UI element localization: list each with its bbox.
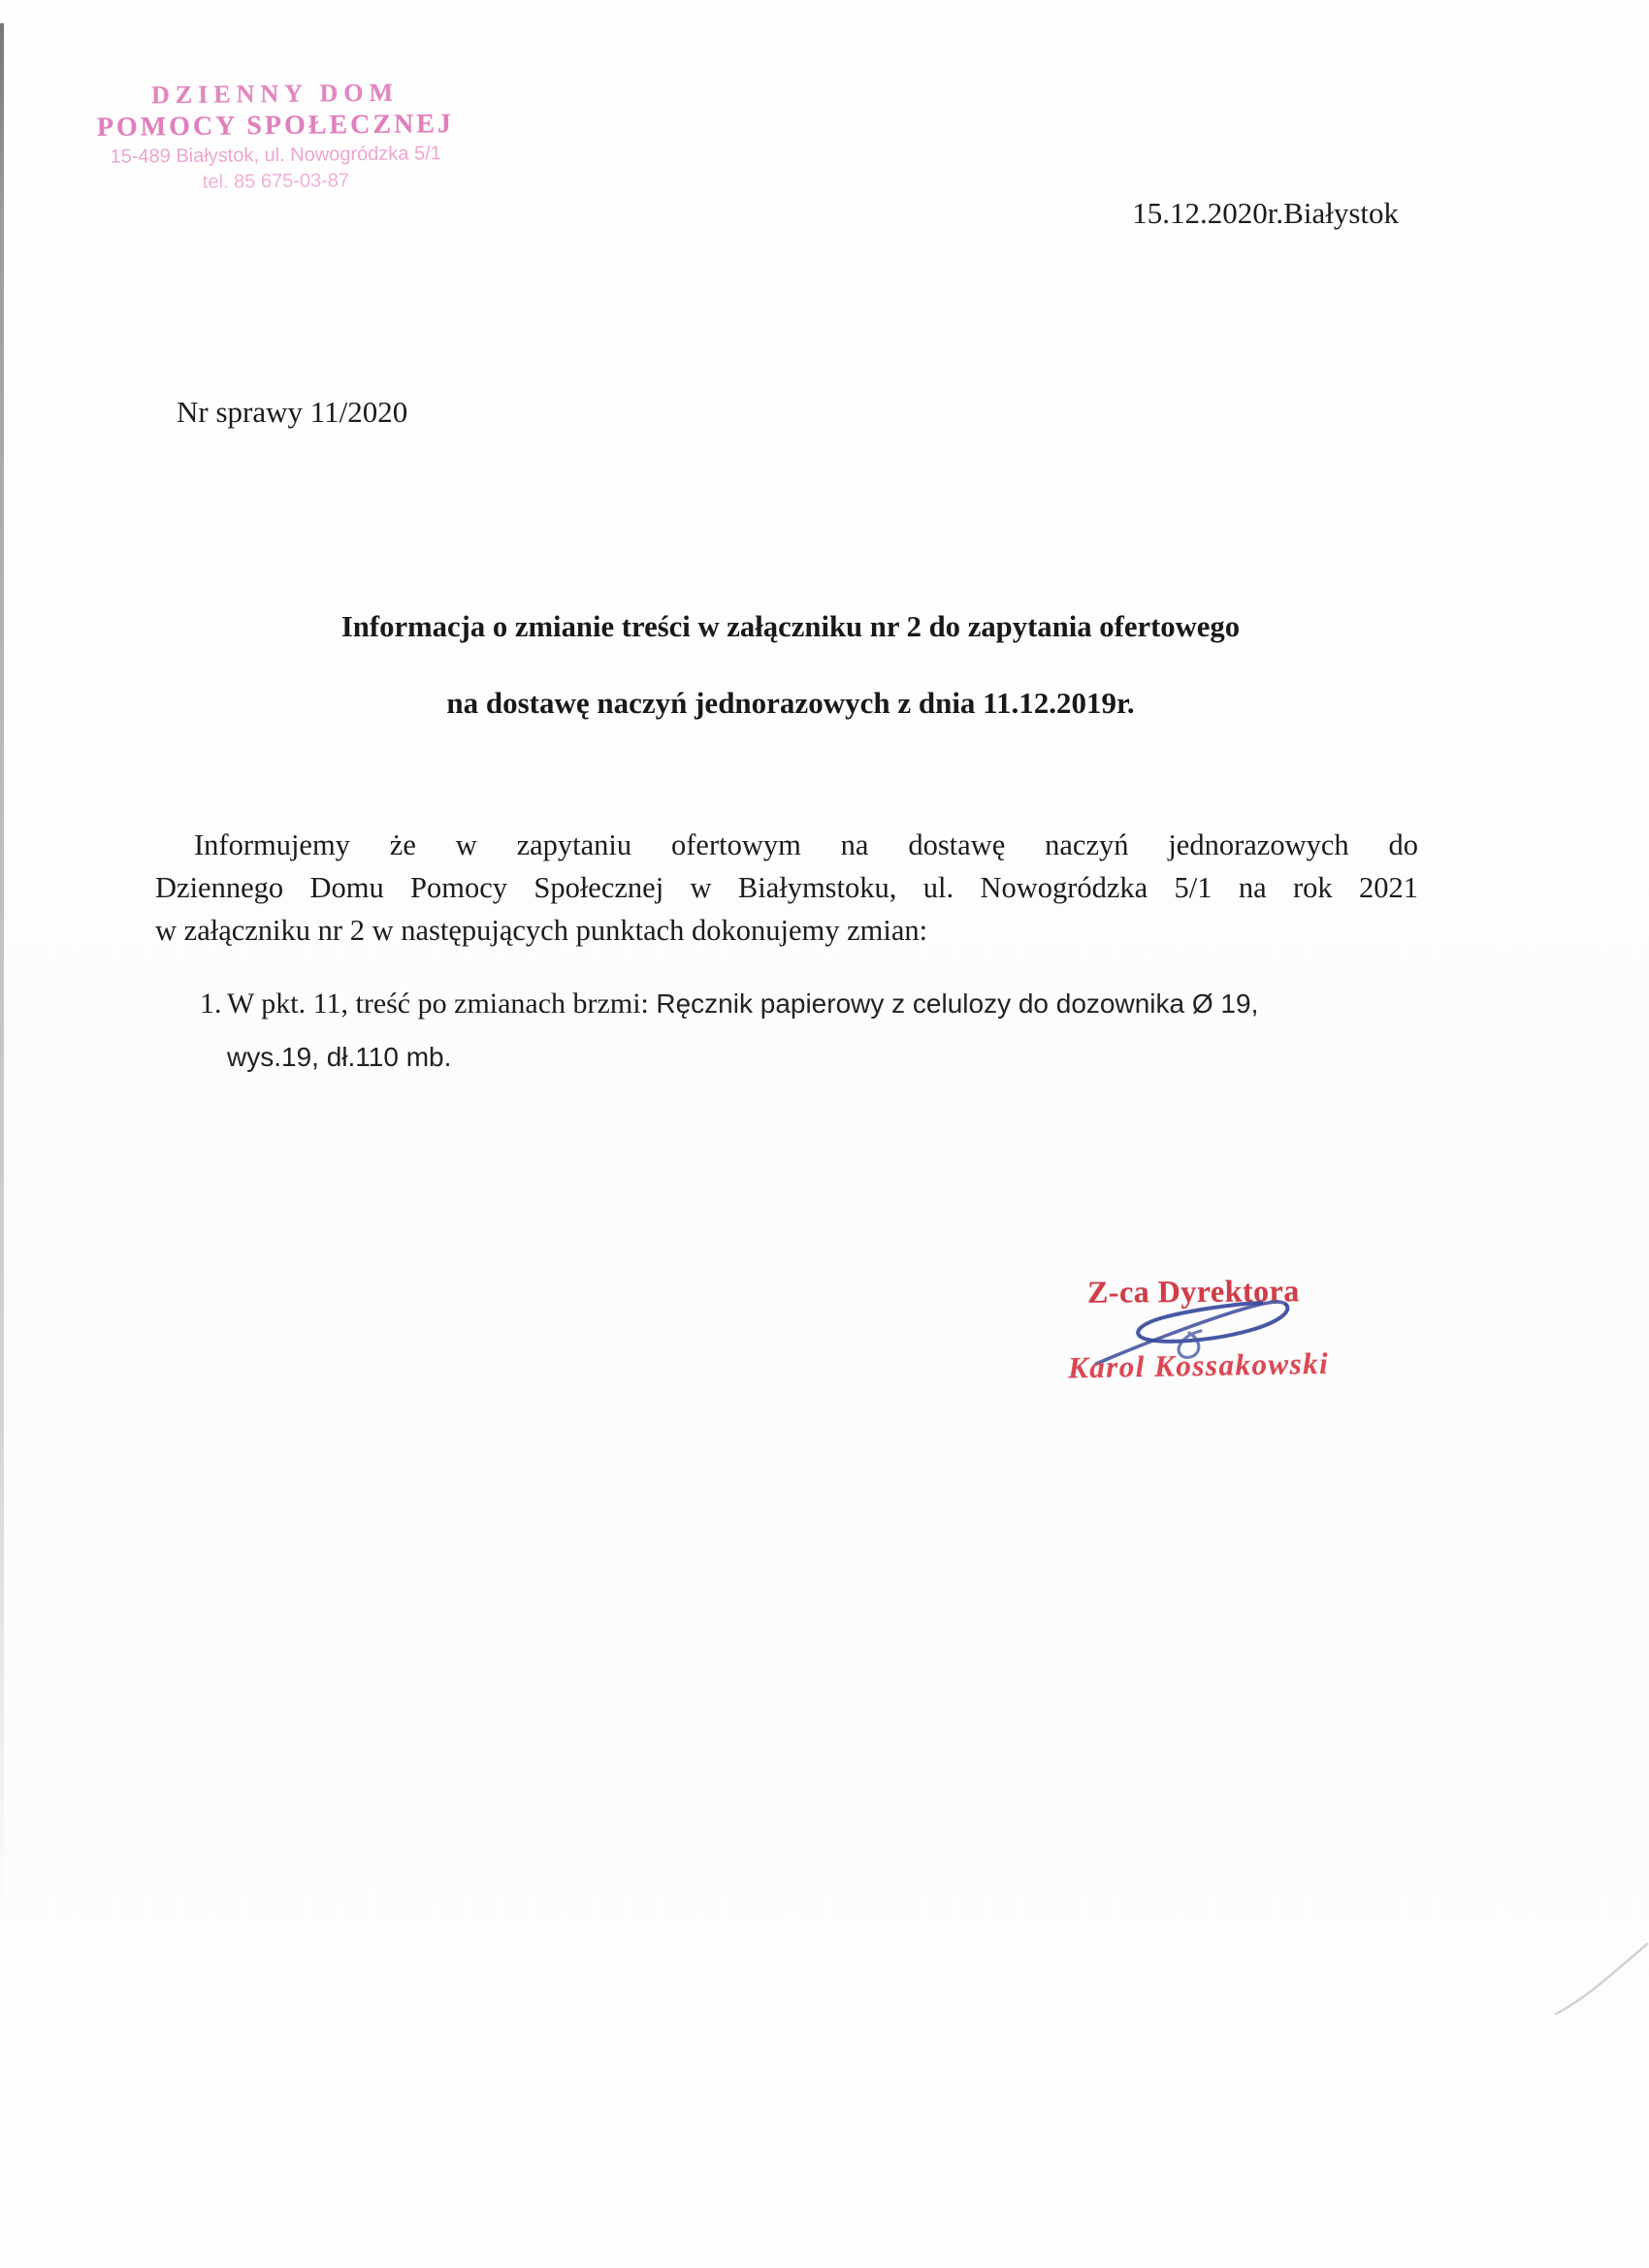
organization-stamp [84,76,466,196]
signatory-name-stamp: Karol Kossakowski [1067,1345,1330,1385]
list-item-line2: wys.19, dł.110 mb. [227,1042,452,1072]
org-stamp-phone: tel. 85 675-03-87 [202,170,350,193]
body-line-3: w załączniku nr 2 w następujących punktach dokonujemy zmian: [155,914,928,947]
document-title-line1: Informacja o zmianie treści w załączniku nr 2 do zapytania ofertowego [340,609,1241,643]
list-item-1 [200,980,1422,1082]
org-stamp-address: 15-489 Białystok, ul. Nowogródzka 5/1 [110,143,441,168]
body-paragraph [155,824,1418,952]
case-number: Nr sprawy 11/2020 [177,395,408,429]
scan-scratch-artifact [1552,1940,1649,2020]
org-stamp-name-line2: POMOCY SPOŁECZNEJ [96,109,455,143]
list-item-line1 [227,980,1422,1033]
body-line-2: Dziennego Domu Pomocy Społecznej w Białymstoku, ul. Nowogródzka 5/1 na rok 2021 [155,871,1418,904]
list-item-text [227,980,1422,1082]
body-line-1: Informujemy że w zapytaniu ofertowym na dostawę naczyń jednorazowych do [194,828,1418,861]
scan-edge-artifact [0,23,4,1915]
org-stamp-name-line1: DZIENNY DOM [150,78,400,110]
date-place-line: 15.12.2020r.Białystok [1132,196,1399,230]
list-item-prefix: W pkt. 11, treść po zmianach brzmi: [227,988,657,1020]
deputy-director-role-stamp: Z-ca Dyrektora [1086,1273,1300,1310]
list-item-number: 1. [200,988,222,1020]
list-item-change-text: Ręcznik papierowy z celulozy do dozownika Ø 19, [656,988,1259,1019]
document-title-line2: na dostawę naczyń jednorazowych z dnia 11.12.2019r. [446,686,1135,720]
